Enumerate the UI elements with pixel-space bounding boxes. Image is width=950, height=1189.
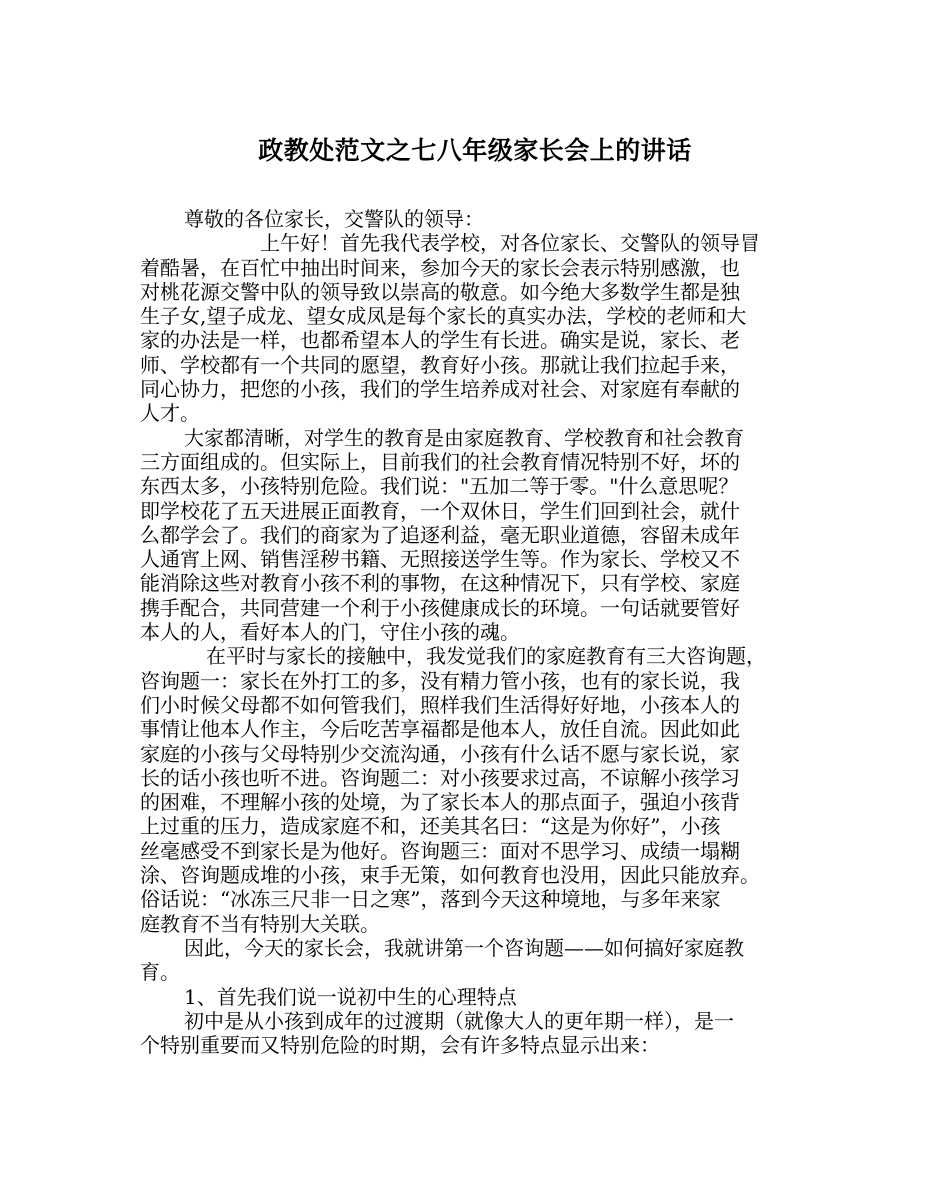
paragraph-line: 人才。 — [140, 401, 200, 426]
paragraph-line: 个特别重要而又特别危险的时期，会有许多特点显示出来： — [140, 1033, 660, 1058]
paragraph-line: 东西太多，小孩特别危险。我们说："五加二等于零。"什么意思呢？ — [140, 474, 739, 499]
paragraph-line: 携手配合，共同营建一个利于小孩健康成长的环境。一句话就要管好 — [140, 595, 740, 620]
paragraph-line: 长的话小孩也听不进。咨询题二：对小孩要求过高，不谅解小孩学习 — [140, 765, 740, 790]
paragraph-line: 们小时候父母都不如何管我们，照样我们生活得好好地，小孩本人的 — [140, 692, 740, 717]
paragraph-line: 涂、咨询题成堆的小孩，束手无策，如何教育也没用，因此只能放弃。 — [140, 863, 760, 888]
paragraph-line: 上过重的压力，造成家庭不和，还美其名曰：“这是为你好”，小孩 — [140, 814, 721, 839]
paragraph-line: 上午好！首先我代表学校，对各位家长、交警队的领导冒 — [260, 231, 760, 256]
paragraph-line: 育。 — [140, 960, 180, 985]
paragraph-line: 三方面组成的。但实际上，目前我们的社会教育情况特别不好，坏的 — [140, 449, 740, 474]
document-body — [140, 207, 810, 1057]
paragraph-line: 对桃花源交警中队的领导致以崇高的敬意。如今绝大多数学生都是独 — [140, 279, 740, 304]
paragraph-line: 丝毫感受不到家长是为他好。咨询题三：面对不思学习、成绩一塌糊 — [140, 838, 740, 863]
paragraph-line: 初中是从小孩到成年的过渡期（就像大人的更年期一样），是一 — [184, 1008, 734, 1033]
paragraph-line: 即学校花了五天进展正面教育，一个双休日，学生们回到社会，就什 — [140, 498, 740, 523]
paragraph-line: 在平时与家长的接触中，我发觉我们的家庭教育有三大咨询题， — [206, 644, 766, 669]
paragraph-line: 着酷暑，在百忙中抽出时间来，参加今天的家长会表示特别感激，也 — [140, 255, 740, 280]
paragraph-line: 能消除这些对教育小孩不利的事物，在这种情况下，只有学校、家庭 — [140, 571, 740, 596]
paragraph-line: 人通宵上网、销售淫秽书籍、无照接送学生等。作为家长、学校又不 — [140, 547, 740, 572]
paragraph-line: 因此，今天的家长会，我就讲第一个咨询题——如何搞好家庭教 — [184, 935, 744, 960]
paragraph-line: 大家都清晰，对学生的教育是由家庭教育、学校教育和社会教育 — [184, 425, 744, 450]
paragraph-line: 庭教育不当有特别大关联。 — [140, 911, 380, 936]
paragraph-line: 同心协力，把您的小孩，我们的学生培养成对社会、对家庭有奉献的 — [140, 377, 740, 402]
paragraph-line: 么都学会了。我们的商家为了追逐利益，毫无职业道德，容留未成年 — [140, 522, 740, 547]
paragraph-line: 俗话说：“冰冻三尺非一日之寒”，落到今天这种境地，与多年来家 — [140, 887, 721, 912]
paragraph-line: 本人的人，看好本人的门，守住小孩的魂。 — [140, 620, 520, 645]
paragraph-line: 尊敬的各位家长，交警队的领导： — [184, 207, 484, 231]
paragraph-line: 家的办法是一样，也都希望本人的学生有长进。确实是说，家长、老 — [140, 328, 740, 353]
section-heading: 1、首先我们说一说初中生的心理特点 — [184, 984, 517, 1009]
paragraph-line: 事情让他本人作主，今后吃苦享福都是他本人，放任自流。因此如此 — [140, 717, 740, 742]
paragraph-line: 师、学校都有一个共同的愿望，教育好小孩。那就让我们拉起手来， — [140, 352, 740, 377]
paragraph-line: 生子女,望子成龙、望女成凤是每个家长的真实办法，学校的老师和大 — [140, 304, 747, 329]
paragraph-line: 的困难，不理解小孩的处境，为了家长本人的那点面子，强迫小孩背 — [140, 790, 740, 815]
paragraph-line: 家庭的小孩与父母特别少交流沟通，小孩有什么话不愿与家长说，家 — [140, 741, 740, 766]
paragraph-line: 咨询题一：家长在外打工的多，没有精力管小孩，也有的家长说，我 — [140, 668, 740, 693]
document-title: 政教处范文之七八年级家长会上的讲话 — [258, 136, 692, 165]
